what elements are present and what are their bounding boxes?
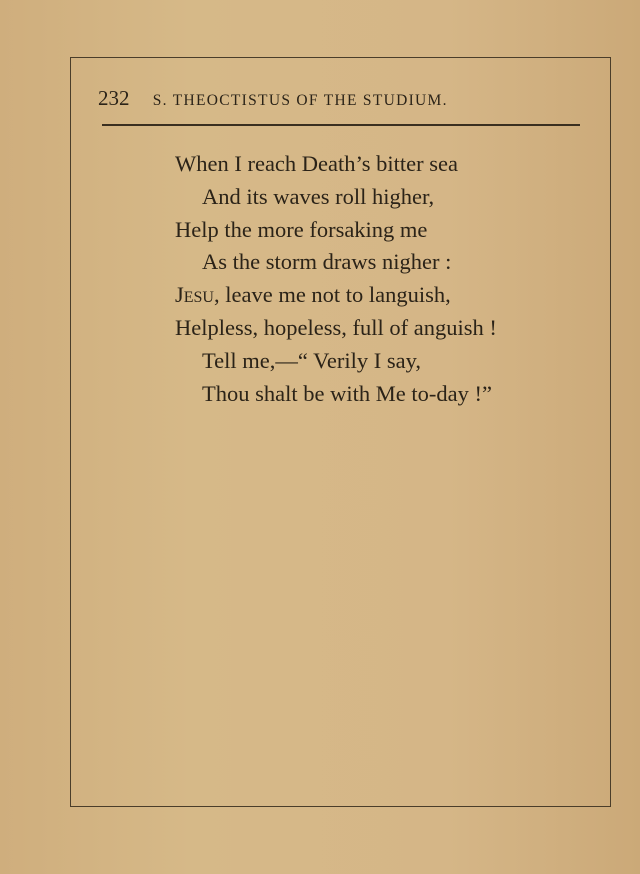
smallcaps-jesu: Jesu: [175, 282, 214, 308]
running-head: [98, 86, 588, 111]
poem-stanza: [175, 148, 497, 410]
running-head-title: S. THEOCTISTUS OF THE STUDIUM.: [152, 92, 448, 109]
poem-line-5-rest: , leave me not to languish,: [213, 282, 451, 308]
poem-line-3: Help the more forsaking me: [175, 216, 428, 242]
poem-line-6: Helpless, hopeless, full of anguish !: [175, 314, 497, 340]
poem-line-5: [175, 279, 497, 312]
poem-line-8: Thou shalt be with Me to-day !”: [202, 380, 492, 406]
poem-line-4: As the storm draws nigher :: [202, 249, 452, 275]
poem-line-2: And its waves roll higher,: [202, 183, 435, 209]
poem-line-1: When I reach Death’s bitter sea: [175, 151, 458, 176]
poem-line-7: Tell me,—“ Verily I say,: [202, 347, 421, 373]
header-rule: [102, 124, 580, 126]
page-number: 232: [98, 86, 130, 110]
